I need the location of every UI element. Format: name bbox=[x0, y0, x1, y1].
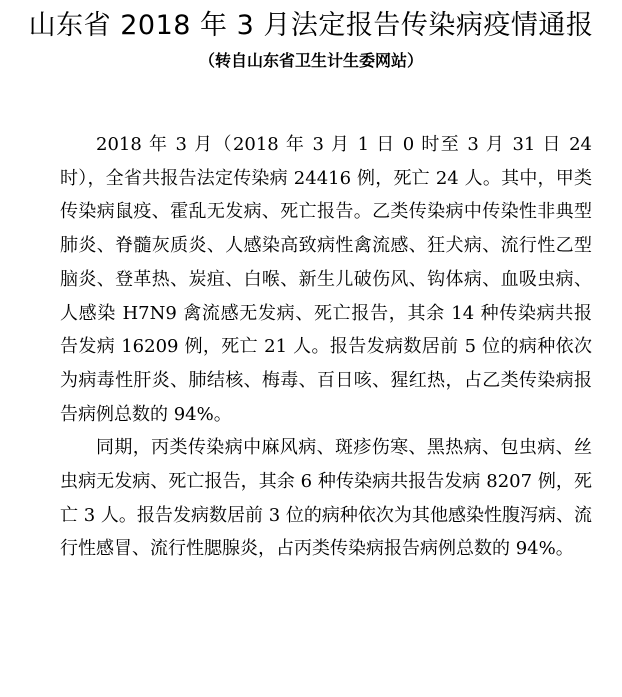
paragraph-1: 2018 年 3 月（2018 年 3 月 1 日 0 时至 3 月 31 日 24 时），全省共报告法定传染病 24416 例，死亡 24 人。其中，甲类传染病鼠疫、霍乱无发病、死亡报告。乙类传染病中传染性非典型肺炎、脊髓灰质炎、人感染高致病性禽流感、狂犬病、流行性乙型脑炎、登革热、炭疽、白喉、新生儿破伤风、钩体病、血吸虫病、人感染 H7N9 禽流感无发病、死亡报告，其余 14 种传染病共报告发病 16209 例，死亡 21 人。报告发病数居前 5 位的病种依次为病毒性肝炎、肺结核、梅毒、百日咳、猩红热，占乙类传染病报告病例总数的 94%。 bbox=[60, 134, 592, 425]
document-title: 山东省 2018 年 3 月法定报告传染病疫情通报 bbox=[28, 10, 594, 41]
paragraph-2: 同期，丙类传染病中麻风病、斑疹伤寒、黑热病、包虫病、丝虫病无发病、死亡报告，其余 6 种传染病共报告发病 8207 例，死亡 3 人。报告发病数居前 3 位的病种依次为其他感染性腹泻病、流行性感冒、流行性腮腺炎，占丙类传染病报告病例总数的 94%。 bbox=[60, 437, 592, 560]
document-body bbox=[60, 128, 592, 566]
source-note: （转自山东省卫生计生委网站） bbox=[198, 51, 423, 70]
